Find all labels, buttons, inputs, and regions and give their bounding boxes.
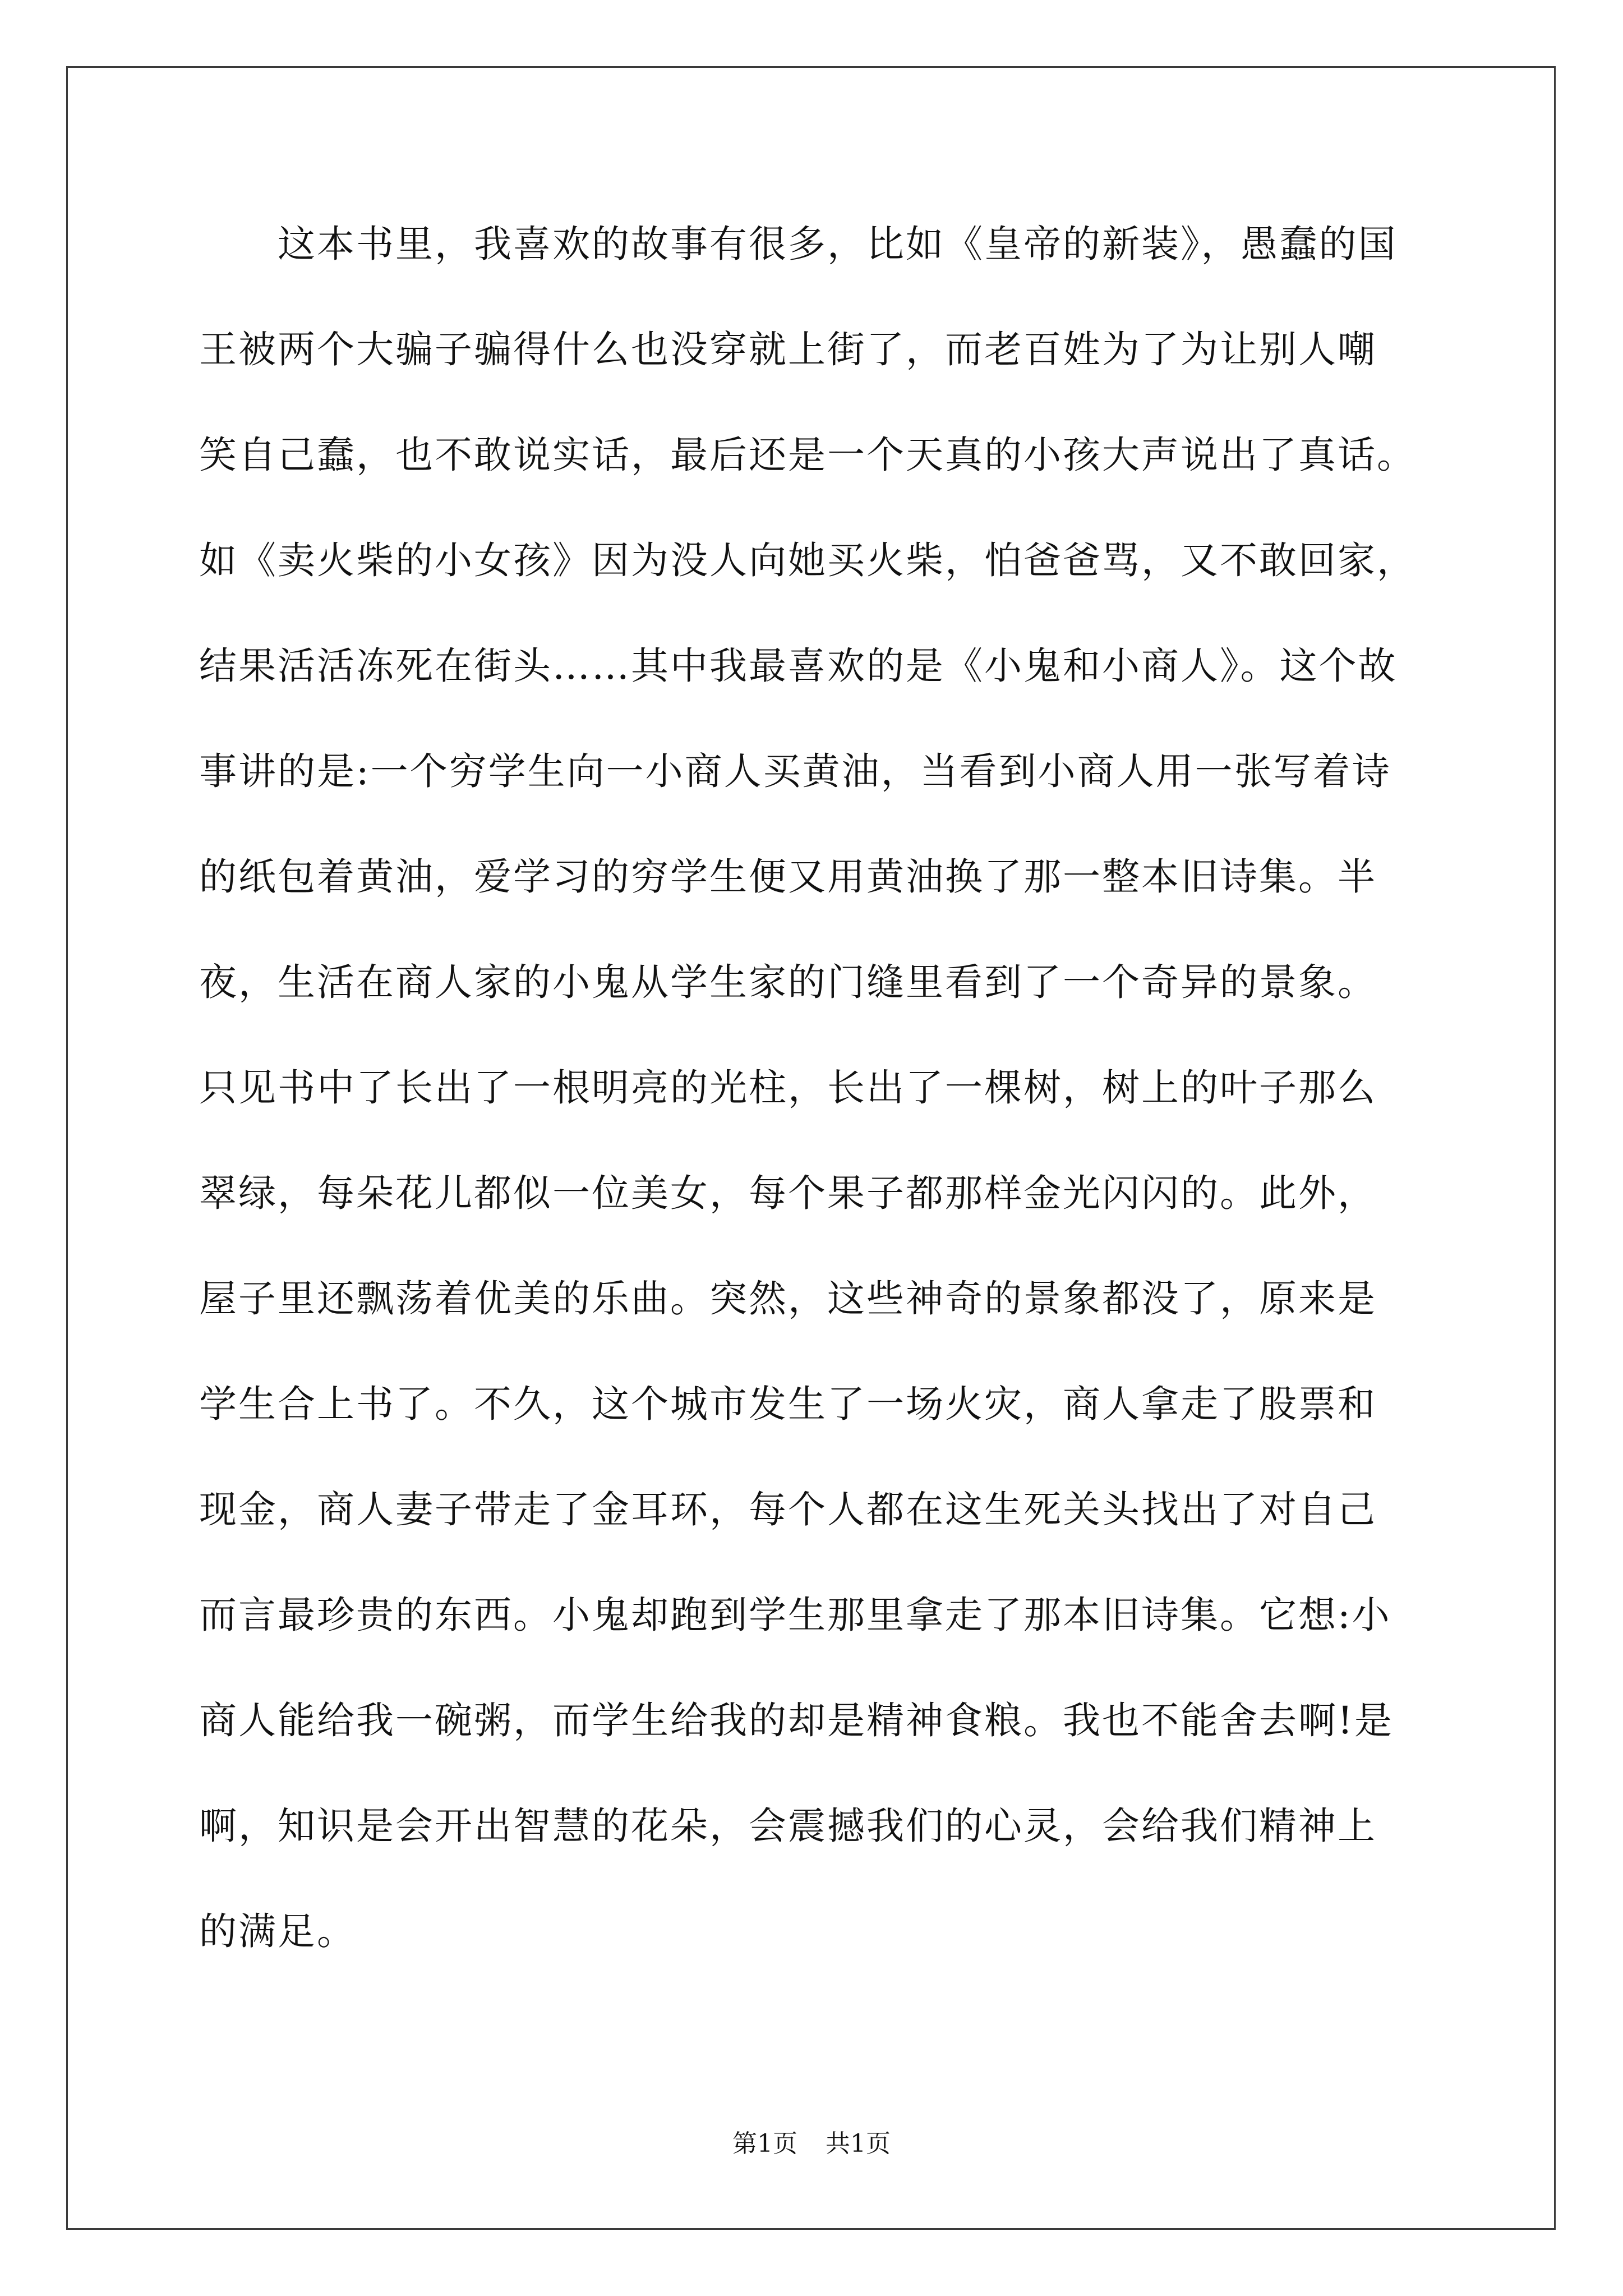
text-line: 如《卖火柴的小女孩》因为没人向她买火柴，怕爸爸骂，又不敢回家， [199,539,1416,582]
page-total: 共1页 [826,2129,891,2158]
text-line: 学生合上书了。不久，这个城市发生了一场火灾，商人拿走了股票和 [199,1382,1377,1426]
text-line: 只见书中了长出了一根明亮的光柱，长出了一棵树，树上的叶子那么 [199,1066,1377,1110]
page-footer [0,2123,1623,2159]
text-line: 的满足。 [199,1910,356,1953]
text-line: 翠绿，每朵花儿都似一位美女，每个果子都那样金光闪闪的。此外， [199,1171,1377,1215]
text-line: 这本书里，我喜欢的故事有很多，比如《皇帝的新装》，愚蠢的国 [278,222,1398,266]
text-line: 结果活活冻死在街头……其中我最喜欢的是《小鬼和小商人》。这个故 [199,644,1398,688]
text-line: 而言最珍贵的东西。小鬼却跑到学生那里拿走了那本旧诗集。它想:小 [199,1593,1391,1637]
text-line: 事讲的是:一个穷学生向一小商人买黄油，当看到小商人用一张写着诗 [199,749,1391,793]
body-text [199,216,1427,2009]
text-line: 笑自己蠢，也不敢说实话，最后还是一个天真的小孩大声说出了真话。 [199,433,1416,477]
text-line: 的纸包着黄油，爱学习的穷学生便又用黄油换了那一整本旧诗集。半 [199,855,1377,899]
text-line: 啊，知识是会开出智慧的花朵，会震撼我们的心灵，会给我们精神上 [199,1804,1377,1848]
page-number: 第1页 [732,2129,797,2158]
text-line: 王被两个大骗子骗得什么也没穿就上街了，而老百姓为了为让别人嘲 [199,328,1377,371]
text-line: 屋子里还飘荡着优美的乐曲。突然，这些神奇的景象都没了，原来是 [199,1277,1377,1320]
text-line: 夜，生活在商人家的小鬼从学生家的门缝里看到了一个奇异的景象。 [199,960,1377,1004]
text-line: 商人能给我一碗粥，而学生给我的却是精神食粮。我也不能舍去啊!是 [199,1699,1394,1742]
text-line: 现金，商人妻子带走了金耳环，每个人都在这生死关头找出了对自己 [199,1488,1377,1531]
